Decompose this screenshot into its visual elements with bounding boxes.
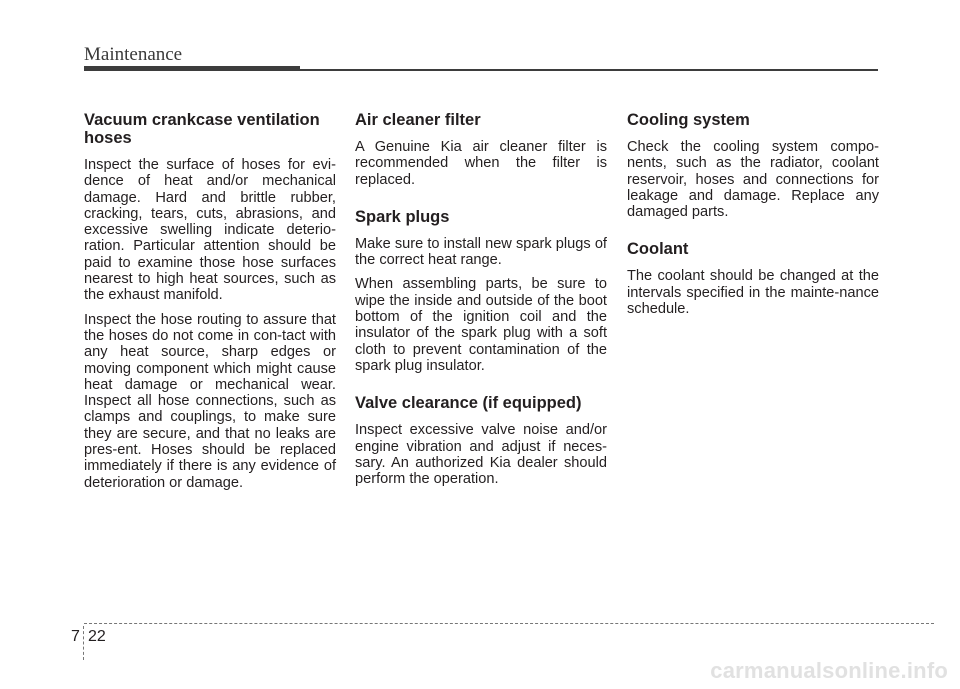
section-heading: Spark plugs [355, 207, 450, 226]
section-paragraph: Make sure to install new spark plugs of the correct heat range. [355, 235, 607, 269]
header-rule-thick [84, 66, 300, 71]
section-spark-plugs [355, 208, 607, 374]
section-vacuum-crankcase [84, 111, 336, 491]
section-heading: Coolant [627, 240, 689, 259]
page-header-title: Maintenance [84, 44, 183, 65]
footer-page-separator [83, 626, 84, 660]
header-rule-thin [300, 69, 878, 71]
section-heading: Vacuum crankcase ventilation hoses [84, 111, 320, 147]
section-coolant [627, 240, 879, 317]
column-2 [355, 111, 607, 507]
footer-dashed-rule [84, 623, 934, 624]
watermark: carmanualsonline.info [710, 658, 948, 683]
section-paragraph: A Genuine Kia air cleaner filter is recommended when the filter is replaced. [355, 139, 607, 188]
section-paragraph: The coolant should be changed at the intervals specified in the mainte-nance schedule. [627, 268, 879, 318]
section-heading: Air cleaner filter [355, 111, 481, 129]
section-paragraph: Inspect the hose routing to assure that the hoses do not come in con-tact with any heat source, sharp edges or moving component which might cause heat damage or mechanical wear. Inspect all hose connections, such as clamps and couplings, to make sure they are secure, and that no leaks are pres-ent. Hoses should be replaced immediately if there is any evidence of deterioration or damage. [84, 311, 336, 491]
section-paragraph: Check the cooling system compo-nents, such as the radiator, coolant reservoir, hoses and connections for leakage and damage. Replace any damaged parts. [627, 139, 879, 221]
section-air-cleaner [355, 111, 607, 188]
column-3 [627, 111, 879, 337]
section-valve-clearance [355, 394, 607, 487]
section-paragraph: Inspect the surface of hoses for evi-dence of heat and/or mechanical damage. Hard and brittle rubber, cracking, tears, cuts, abrasions, and excessive swelling indicate deterio-ration. Particular attention should be paid to examine those hose surfaces nearest to high heat sources, such as the exhaust manifold. [84, 157, 336, 304]
section-paragraph: Inspect excessive valve noise and/or engine vibration and adjust if neces-sary. An authorized Kia dealer should perform the operation. [355, 422, 607, 488]
page-number: 22 [88, 628, 106, 645]
section-heading: Valve clearance (if equipped) [355, 394, 582, 413]
section-paragraph: When assembling parts, be sure to wipe the inside and outside of the boot bottom of the ignition coil and the insulator of the spark plug with a soft cloth to prevent contamination of the spark plug insulator. [355, 276, 607, 374]
column-1 [84, 111, 336, 511]
section-heading: Cooling system [627, 111, 750, 129]
chapter-number: 7 [71, 628, 80, 645]
section-cooling-system [627, 111, 879, 220]
